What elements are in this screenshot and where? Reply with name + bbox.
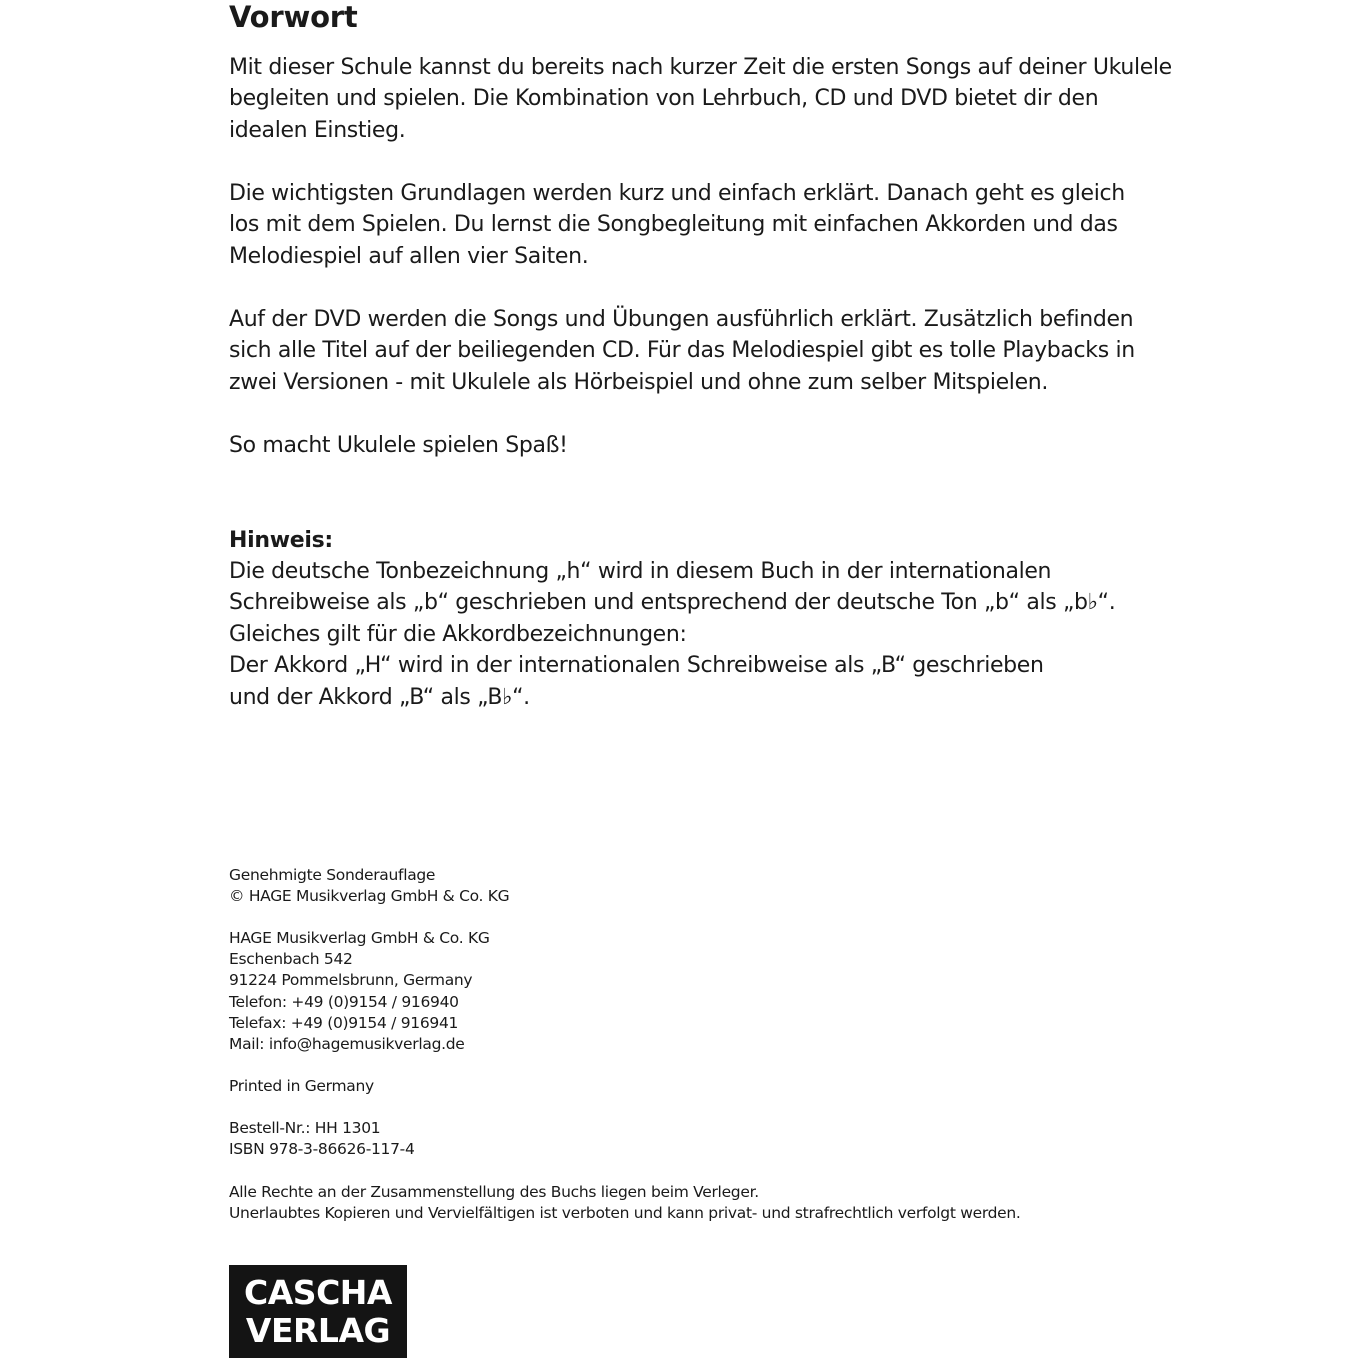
imprint-line: Mail: info@hagemusikverlag.de — [229, 1035, 465, 1054]
imprint-line: Telefon: +49 (0)9154 / 916940 — [229, 992, 459, 1011]
imprint-line: Eschenbach 542 — [229, 950, 353, 969]
imprint-printed — [229, 1076, 374, 1097]
publisher-logo — [229, 1265, 407, 1358]
imprint-line: Telefax: +49 (0)9154 / 916941 — [229, 1013, 459, 1032]
paragraph-line: Melodiespiel auf allen vier Saiten. — [229, 243, 589, 269]
closing-paragraph — [229, 430, 568, 461]
imprint-edition — [229, 865, 509, 907]
logo-line-1: CASCHA — [244, 1272, 392, 1312]
note-line: Gleiches gilt für die Akkordbezeichnungen: — [229, 621, 687, 647]
imprint-line: ISBN 978-3-86626-117-4 — [229, 1140, 415, 1159]
dvd-paragraph — [229, 304, 1135, 398]
imprint-line: Printed in Germany — [229, 1077, 374, 1095]
intro-paragraph — [229, 52, 1172, 146]
imprint-line: Alle Rechte an der Zusammenstellung des Buchs liegen beim Verleger. — [229, 1183, 759, 1201]
imprint-line: Bestell-Nr.: HH 1301 — [229, 1119, 381, 1137]
basics-paragraph — [229, 178, 1125, 272]
paragraph-line: Die wichtigsten Grundlagen werden kurz und einfach erklärt. Danach geht es gleich — [229, 181, 1125, 206]
paragraph-line: begleiten und spielen. Die Kombination von Lehrbuch, CD und DVD bietet dir den — [229, 86, 1099, 112]
note-line: und der Akkord „B“ als „B♭“. — [229, 684, 530, 710]
paragraph-line: sich alle Titel auf der beiliegenden CD. Für das Melodiespiel gibt es tolle Playbacks in — [229, 338, 1135, 364]
note-heading: Hinweis: — [229, 528, 333, 553]
paragraph-line: Mit dieser Schule kannst du bereits nach kurzer Zeit die ersten Songs auf deiner Ukulele — [229, 55, 1172, 80]
paragraph-line: So macht Ukulele spielen Spaß! — [229, 433, 568, 458]
imprint-line: HAGE Musikverlag GmbH & Co. KG — [229, 929, 490, 947]
note-line: Schreibweise als „b“ geschrieben und entsprechend der deutsche Ton „b“ als „b♭“. — [229, 590, 1116, 616]
paragraph-line: zwei Versionen - mit Ukulele als Hörbeispiel und ohne zum selber Mitspielen. — [229, 369, 1048, 395]
imprint-address — [229, 928, 490, 1055]
imprint-rights — [229, 1182, 1021, 1224]
paragraph-line: idealen Einstieg. — [229, 117, 406, 143]
note-line: Die deutsche Tonbezeichnung „h“ wird in diesem Buch in der internationalen — [229, 559, 1052, 584]
note-text — [229, 556, 1115, 713]
imprint-line: 91224 Pommelsbrunn, Germany — [229, 971, 473, 990]
imprint-line: Unerlaubtes Kopieren und Vervielfältigen ist verboten und kann privat- und strafrechtlich verfolgt werden. — [229, 1204, 1021, 1223]
page-title: Vorwort — [229, 0, 358, 34]
paragraph-line: los mit dem Spielen. Du lernst die Songbegleitung mit einfachen Akkorden und das — [229, 212, 1118, 238]
note-line: Der Akkord „H“ wird in der internationalen Schreibweise als „B“ geschrieben — [229, 653, 1044, 679]
paragraph-line: Auf der DVD werden die Songs und Übungen ausführlich erklärt. Zusätzlich befinden — [229, 307, 1134, 332]
imprint-line: Genehmigte Sonderauflage — [229, 866, 436, 884]
imprint-order — [229, 1118, 415, 1160]
logo-line-2: VERLAG — [245, 1310, 391, 1350]
imprint-line: © HAGE Musikverlag GmbH & Co. KG — [229, 887, 510, 906]
